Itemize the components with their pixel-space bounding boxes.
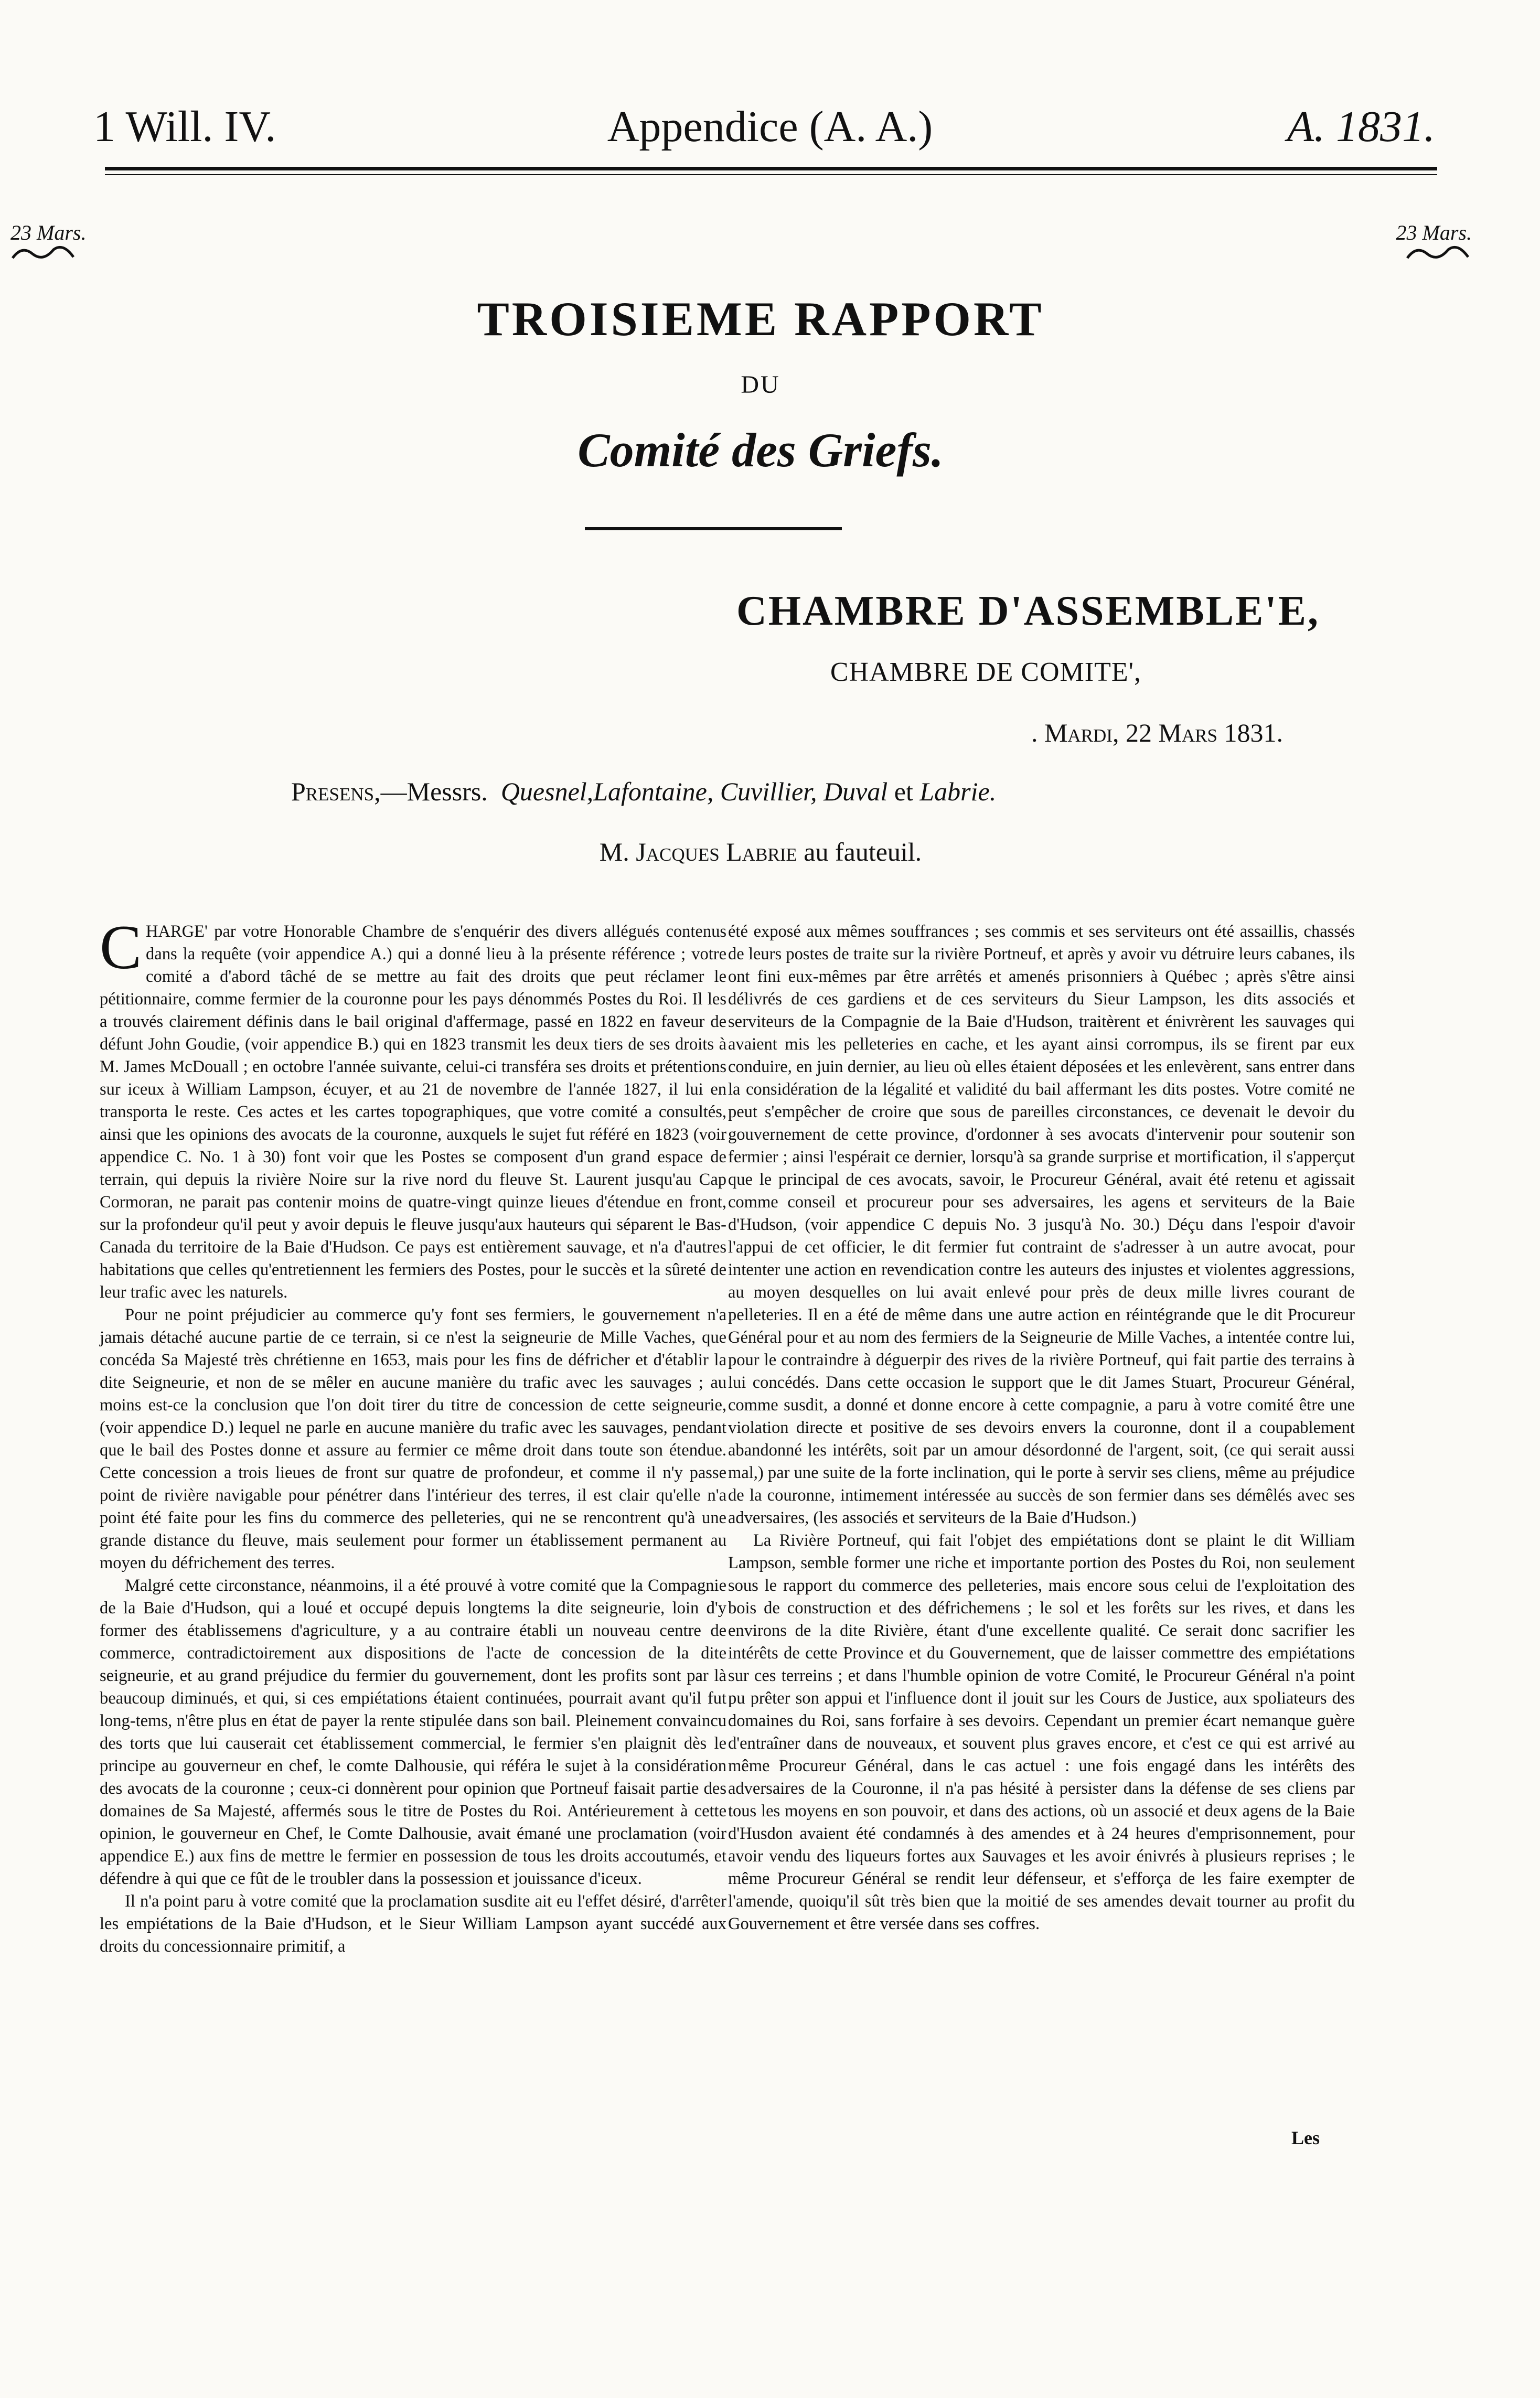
header-session: 1 Will. IV. [93, 102, 276, 151]
present-last-name: Labrie. [919, 777, 997, 806]
paragraph: Pour ne point préjudicier au commerce qu'y font ses fermiers, le gouvernement n'a jamais détaché aucune partie de ce terrain, si ce n'est la seigneurie de Mille Vaches, que concéda Sa Majesté très chrétienne en 1653, mais pour les fins de défricher et d'établir la dite Seigneurie, et non de se mêler en aucune manière du trafic avec les sauvages ; au moins est-ce la conclusion que l'on doit tirer du titre de concession de cette seigneurie, (voir appendice D.) lequel ne parle en aucune manière du trafic avec les sauvages, pendant que le bail des Postes donne et assure au fermier ce même droit dans toute son étendue. Cette concession a trois lieues de front sur quatre de profondeur, et comme il n'y passe point de rivière navigable pour pénétrer dans l'intérieur des terres, il est clair qu'elle n'a point été faite pour les fins du commerce des pelleteries, qui ne se rencontrent qu'à une grande distance du fleuve, mais seulement pour former un établissement permanent au moyen du défrichement des terres. [100, 1305, 726, 1572]
squiggle-ornament-left [12, 242, 74, 263]
paragraph: été exposé aux mêmes souffrances ; ses commis et ses serviteurs ont été assaillis, chassés de leurs postes de traite sur la rivière Portneuf, et après y avoir vu détruire leurs cabanes, ils ont fini eux-mêmes par être arrêtés et amenés prisonniers à Québec ; après s'être ainsi délivrés de ces gardiens et de ces serviteurs du Sieur Lampson, les dits associés et serviteurs de la Compagnie de la Baie d'Hudson, traitèrent et énivrèrent les sauvages qui avaient mis les pelleteries en cache, et les ayant ainsi corrompus, ils se firent par eux conduire, en juin dernier, au lieu où elles étaient déposées et les enlevèrent, sans entrer dans la considération de la légalité et validité du bail affermant les dits postes. Votre comité ne peut s'empêcher de croire que sous de pareilles circonstances, ce devenait le devoir du gouvernement de cette province, d'ordonner à ses avocats d'intervenir pour soutenir son fermier ; ainsi l'espérait ce dernier, lorsqu'à sa grande surprise et mortification, il s'apperçut que le principal de ces avocats, savoir, le Procureur Général, avait été retenu et agissait comme conseil et procureur pour ses adversaires, les agens et serviteurs de la Baie d'Hudson, (voir appendice C depuis No. 3 jusqu'à No. 30.) Déçu dans l'espoir d'avoir l'appui de cet officier, le dit fermier fut contraint de s'adresser à un autre avocat, pour intenter une action en revendication contre les auteurs des injustes et violentes aggressions, au moyen desquelles on lui avait enlevé pour près de deux mille livres courant de pelleteries. Il en a été de même dans une autre action en réintégrande que le dit Procureur Général pour et au nom des fermiers de la Seigneurie de Mille Vaches, a intentée contre lui, pour le contraindre à déguerpir des rives de la rivière Portneuf, qui fait partie des terrains à lui concédés. Dans cette occasion le support que le dit James Stuart, Procureur Général, comme susdit, a donné et donne encore à cette compagnie, a paru à votre comité être une violation directe et positive de ses devoirs envers la couronne, dont il a coupablement abandonné les intérêts, soit par un amour désordonné de l'argent, soit, (ce qui serait aussi mal,) par une suite de la forte inclination, qui le porte à servir ses cliens, même au préjudice de la couronne, intimement intéressée au succès de son fermier dans ses démêlés avec ses adversaires, (les associés et serviteurs de la Baie d'Hudson.) [728, 922, 1355, 1527]
present-names: Quesnel,Lafontaine, Cuvillier, Duval [500, 777, 888, 806]
chair-line [0, 837, 1521, 867]
paragraph: HARGE' par votre Honorable Chambre de s'enquérir des divers allégués contenus dans la requête (voir appendice A.) qui a donné lieu à la présente référence ; votre comité a d'abord tâché de se mettre au fait des droits que peut réclamer le pétitionnaire, comme fermier de la couronne pour les pays dénommés Postes du Roi. Il les a trouvés clairement définis dans le bail original d'affermage, passé en 1822 en faveur de défunt John Goudie, (voir appendice B.) qui en 1823 transmit les deux tiers de ses droits à M. James McDouall ; en octobre l'année suivante, celui-ci transféra ses droits et prétentions sur iceux à William Lampson, écuyer, et au 21 de novembre de l'année 1827, il lui en transporta le reste. Ces actes et les cartes topographiques, que votre comité a consultés, ainsi que les opinions des avocats de la couronne, auxquels le sujet fut référé en 1823 (voir appendice C. No. 1 à 30) font voir que les Postes se composent d'un grand espace de terrain, qui depuis la rivière Noire sur la rive nord du fleuve St. Laurent jusqu'au Cap Cormoran, ne parait pas contenir moins de quatre-vingt quinze lieues d'étendue en front, sur la profondeur qu'il peut y avoir depuis le fleuve jusqu'aux hauteurs qui séparent le Bas-Canada du territoire de la Baie d'Hudson. Ce pays est entièrement sauvage, et n'a d'autres habitations que celles qu'entretiennent les fermiers des Postes, pour le succès et la sûreté de leur trafic avec les naturels. [100, 922, 726, 1302]
meeting-date: . Mardi, 22 Mars 1831. [1031, 718, 1283, 747]
title-divider [585, 527, 842, 530]
present-label: Presens, [291, 777, 381, 806]
text-column-left [100, 912, 726, 1958]
margin-date-right: 23 Mars. [1396, 221, 1472, 244]
drop-cap: C [100, 912, 142, 982]
chamber-title: CHAMBRE D'ASSEMBLE'E, [736, 588, 1320, 634]
paragraph: Malgré cette circonstance, néanmoins, il a été prouvé à votre comité que la Compagnie de la Baie d'Hudson, qui a loué et occupé depuis longtems la dite seigneurie, loin d'y former des établissemens d'agriculture, y a au contraire établi un nouveau centre de commerce, contradictoirement aux dispositions de l'acte de concession de la dite seigneurie, et au grand préjudice du fermier du gouvernement, dont les profits sont par là beaucoup diminués, et qui, si ces empiétations étaient continuées, pourrait avant qu'il fut long-tems, n'être plus en état de payer la rente stipulée dans son bail. Pleinement convaincu des torts que lui causerait cet établissement commercial, le fermier s'en plaignit dès le principe au gouverneur en chef, le comte Dalhousie, qui référa le sujet à la considération des avocats de la couronne ; ceux-ci donnèrent pour opinion que Portneuf faisait partie des domaines de Sa Majesté, affermés sous le titre de Postes du Roi. Antérieurement à cette opinion, le gouverneur en Chef, le Comte Dalhousie, avait émané une proclamation (voir appendice E.) aux fins de mettre le fermier en possession de tous les droits accoutumés, et défendre à qui que ce fût de le troubler dans la possession et jouissance d'iceux. [100, 1576, 726, 1888]
paragraph: Il n'a point paru à votre comité que la proclamation susdite ait eu l'effet désiré, d'arrêter les empiétations de la Baie d'Hudson, et le Sieur William Lampson ayant succédé aux droits du concessionnaire primitif, a [100, 1892, 726, 1956]
squiggle-ornament-right [1406, 242, 1469, 263]
report-title-du: DU [741, 371, 780, 399]
report-subtitle: Comité des Griefs. [578, 423, 944, 477]
present-members [291, 776, 996, 807]
present-messrs: —Messrs. [380, 777, 488, 806]
present-et: et [894, 777, 913, 806]
paragraph: La Rivière Portneuf, qui fait l'objet des empiétations dont se plaint le dit William Lampson, semble former une riche et importante portion des Postes du Roi, non seulement sous le rapport du commerce des pelleteries, mais encore sous celui de l'exploitation des bois de construction et des défrichemens ; le sol et les forêts sur les rives, et dans les environs de la dite Rivière, étant d'une excellente qualité. Ce serait donc sacrifier les intérêts de cette Province et du Gouvernement, que de laisser commettre des empiétations sur ces terreins ; et dans l'humble opinion de votre Comité, le Procureur Général n'a point pu prêter son appui et l'influence dont il jouit sur les Cours de Justice, aux spoliateurs des domaines du Roi, sans forfaire à ses devoirs. Cependant un premier écart nemanque guère d'entraîner dans de nouveaux, et souvent plus graves encore, et c'est ce qui est arrivé au même Procureur Général, dans le cas actuel : une fois engagé dans les intérêts des adversaires de la Couronne, il n'a pas hésité à persister dans la défense de ses cliens par tous les moyens en son pouvoir, et dans des actions, où un associé et deux agens de la Baie d'Husdon avaient été condamnés à des amendes et à 24 heures d'emprisonnement, pour avoir vendu des liqueurs fortes aux Sauvages et les avoir énivrés à plusieurs reprises ; le même Procureur Général se rendit leur défenseur, et s'efforça de les faire exempter de l'amende, quoiqu'il sût très bien que la moitié de ses amendes devait tourner au profit du Gouvernement et être versée dans ses coffres. [728, 1531, 1355, 1933]
header-rule-thin [105, 174, 1437, 175]
chair-suffix: au fauteuil. [804, 837, 922, 866]
header-year: A. 1831. [1287, 102, 1435, 151]
chamber-subtitle: CHAMBRE DE COMITE', [830, 657, 1141, 687]
header-appendix: Appendice (A. A.) [607, 102, 933, 151]
catchword: Les [1291, 2127, 1320, 2148]
chair-name: Labrie [726, 837, 797, 866]
header-rule-thick [105, 167, 1437, 170]
report-title: TROISIEME RAPPORT [477, 292, 1044, 346]
margin-date-left: 23 Mars. [10, 221, 87, 244]
chair-prefix: M. Jacques [599, 837, 720, 866]
text-column-right [728, 920, 1355, 1935]
